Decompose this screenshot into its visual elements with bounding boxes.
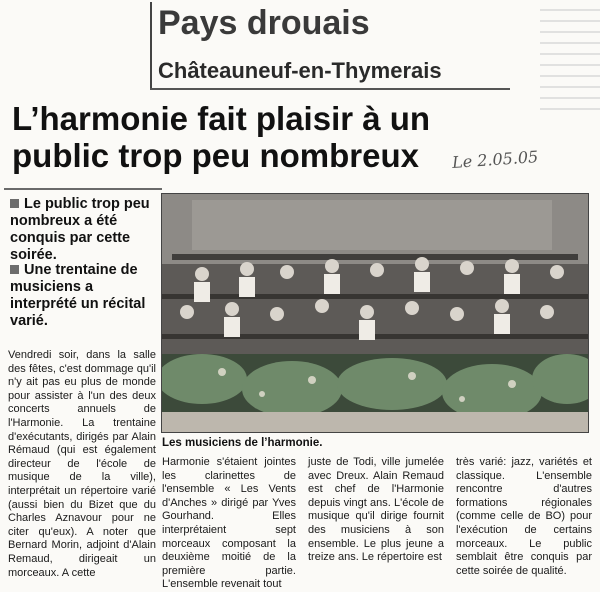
kicker-1 (10, 196, 160, 264)
photo-caption: Les musiciens de l’harmonie. (162, 437, 323, 449)
handwritten-date: Le 2.05.05 (451, 147, 539, 172)
orchestra-photo (161, 193, 589, 433)
body-column-4 (456, 456, 592, 578)
town-subtitle: Châteauneuf-en-Thymerais (158, 58, 442, 83)
body-paragraph: Vendredi soir, dans la salle des fêtes, c'est dommage qu'il n'y ait pas eu plus de monde pour assister à l'un des deux concerts annuels de l'Harmonie. La trentaine d'exécutants, dirigés par Alain Rémaud (qui est également directeur de l'école de musique de la ville), interprétait un répertoire varié (aussi bien du Bizet que du Charles Aznavour pour ne citer qu'eux). A noter que Bernard Morin, adjoint d'Alain Remaud, dirigeait un morceaux. A cette (8, 349, 156, 579)
body-column-3 (308, 456, 444, 565)
body-paragraph: très varié: jazz, variétés et classique. L'ensemble rencontre d'autres formations régionales (comme celle de BO) pour l'exécution de certains morceaux. Le public semblait être conquis par cette soirée de qualité. (456, 456, 592, 577)
kicker-1-text: Le public trop peu nombreux a été conquis par cette soirée. (10, 196, 150, 263)
article-headline: L’harmonie fait plaisir à un public trop peu nombreux (12, 100, 431, 174)
square-bullet-icon (10, 265, 19, 274)
section-divider-vertical (150, 2, 152, 90)
kicker-2-text: Une trentaine de musiciens a interprété un récital varié. (10, 262, 146, 329)
bleed-through-text (540, 0, 600, 110)
body-column-2 (162, 456, 296, 592)
body-paragraph: Harmonie s'étaient jointes les clarinettes de l'ensemble « Les Vents d'Anches » dirigé par Yves Gourhand. Elles interprétaient sept morceaux composant la deuxième moitié de la première partie. L'ensemble revenait tout (162, 456, 296, 591)
section-divider-horizontal (150, 88, 510, 90)
kicker-rule (4, 188, 162, 190)
kicker-2 (10, 262, 160, 330)
square-bullet-icon (10, 199, 19, 208)
body-paragraph: juste de Todi, ville jumelée avec Dreux. Alain Remaud est chef de l'Harmonie depuis vingt ans. L'école de musique qu'il dirige fournit des musiciens à son ensemble. Le plus jeune a treize ans. Le répertoire est (308, 456, 444, 564)
section-title: Pays drouais (158, 4, 370, 42)
body-column-1 (8, 349, 156, 580)
